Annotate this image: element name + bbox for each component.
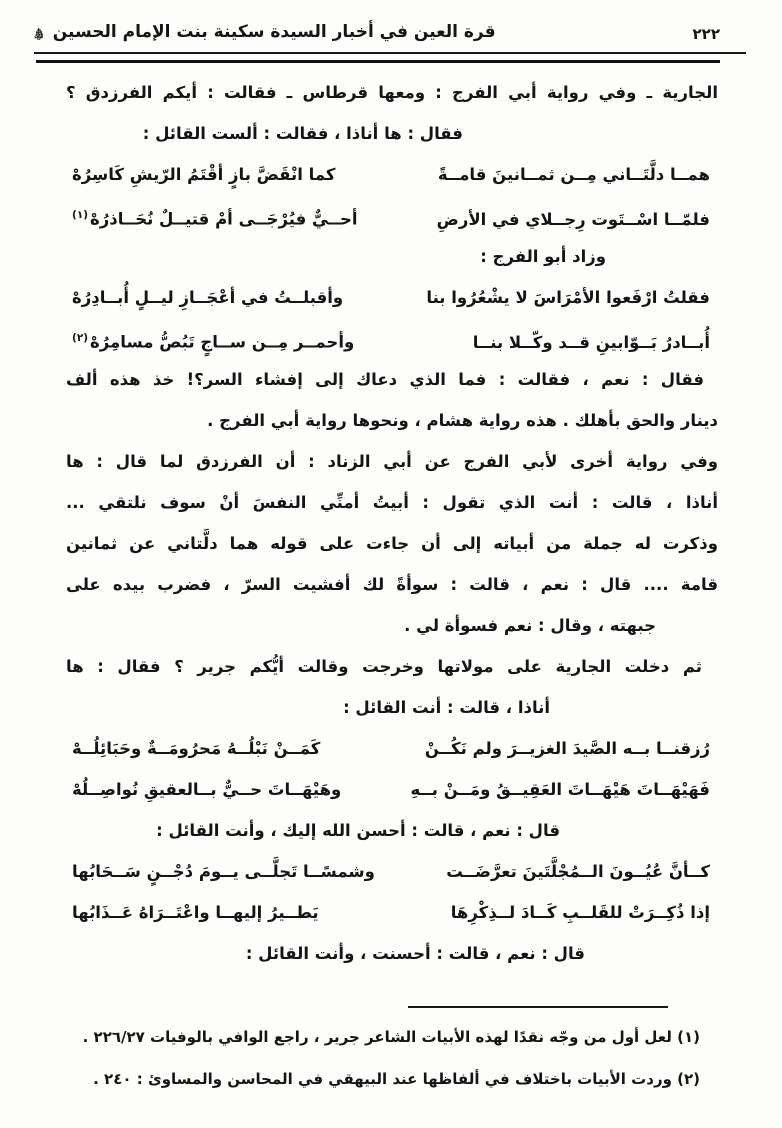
- prose-line: وذكرت له جملة من أبياته إلى أن جاءت على قوله هما دلَّتاني عن ثمانين: [66, 534, 718, 553]
- prose-line: الجارية ـ وفي رواية أبي الفرج : ومعها قرطاس ـ فقالت : أيكم الفرزدق ؟: [66, 83, 718, 102]
- hemistich-left-text: أحــيٌّ فيُرْجَــى أمْ قتيــلٌ نُحَــاذرُهْ: [90, 209, 358, 229]
- honorific-symbol: ﵋: [34, 26, 44, 40]
- prose-line: قال : نعم ، قالت : أحسنت ، وأنت القائل :: [245, 944, 585, 963]
- hemistich-right: فلمّــا اسْــتَوت رِجــلاي في الأرضِ: [436, 209, 710, 229]
- hemistich-left-text: وأحمــر مِــن ســاجٍ تَبُصُّ مسامِرُهْ: [90, 332, 355, 352]
- hemistich-left: كما انْقَضَّ بازٍ أقْتَمُ الرّيشِ كَاسِرُهْ: [72, 165, 336, 184]
- hemistich-right: إذا ذُكِــرَتْ للقَلــبِ كَــادَ لــذِكْرِهَا: [450, 903, 710, 922]
- footnote-marker: (٢): [72, 332, 89, 344]
- poem-verse: [66, 154, 718, 195]
- hemistich-left: كَمَــنْ نَبْلُــهُ مَحرُومَــةٌ وحَبَائِلُــهْ: [72, 739, 321, 758]
- prose-line: أناذا ، قالت : أنت القائل :: [343, 698, 550, 717]
- footnote-line: (٢) وردت الأبيات باختلاف في ألفاظها عند البيهقي في المحاسن والمساوئ : ٢٤٠ .: [93, 1070, 700, 1088]
- footnote-separator-rule: [408, 1006, 668, 1008]
- prose-line: أناذا ، قالت : أنت الذي تقول : أبيتُ أمنِّي النفسَ أنْ سوف نلتقي ...: [66, 493, 718, 512]
- prose-line: قامة .... قال : نعم ، قالت : سوأةً لك أفشيت السرّ ، فضرب بيده على: [66, 575, 718, 594]
- poem-verse: [66, 195, 718, 236]
- hemistich-left: وهَيْهَــاتَ حــيٌّ بــالعقيقِ نُواصِــلُهْ: [72, 780, 342, 799]
- page-number: ٢٢٢: [692, 25, 720, 43]
- hemistich-right: همــا دلَّتَــاني مِــن ثمــانينَ قامــةً: [437, 165, 710, 184]
- prose-line: ثم دخلت الجارية على مولاتها وخرجت وقالت أيُّكم جرير ؟ فقال : ها: [66, 657, 702, 676]
- hemistich-left: يَطــيرُ إليهــا واعْتَــرَاهُ عَــذَابُها: [72, 903, 319, 922]
- prose-line: قال : نعم ، قالت : أحسن الله إليك ، وأنت القائل :: [156, 821, 560, 840]
- prose-line: وزاد أبو الفرج :: [480, 247, 606, 266]
- poem-verse: [66, 892, 718, 933]
- hemistich-left: [72, 195, 358, 240]
- prose-line: فقال : ها أناذا ، فقالت : ألست القائل :: [142, 124, 463, 143]
- page-header: [34, 22, 748, 43]
- page-body: [66, 72, 718, 974]
- prose-line: جبهته ، وقال : نعم فسوأة لي .: [404, 616, 656, 635]
- hemistich-right: أُبــادرُ بَــوّابينِ قــد وكّــلا بنــا: [472, 332, 710, 352]
- poem-verse: [66, 851, 718, 892]
- header-rule-thin: [34, 52, 746, 54]
- footnotes-block: [82, 1016, 700, 1100]
- prose-line: وفي رواية أخرى لأبي الفرج عن أبي الزناد : أن الفرزدق لما قال : ها: [66, 452, 718, 471]
- poem-verse: [66, 318, 718, 359]
- footnote-line: (١) لعل أول من وجّه نقدًا لهذه الأبيات الشاعر جرير ، راجع الوافي بالوفيات ٢٢٦/٢٧ .: [82, 1028, 700, 1046]
- running-title: [34, 22, 496, 43]
- hemistich-left: وشمسًــا تَجلَّــى يــومَ دُجْــنٍ سَــحَابُها: [72, 862, 375, 881]
- poem-verse: [66, 728, 718, 769]
- book-title: قرة العين في أخبار السيدة سكينة بنت الإمام الحسين: [52, 22, 496, 42]
- poem-verse: [66, 769, 718, 810]
- hemistich-left: [72, 318, 354, 363]
- hemistich-right: كــأنَّ عُيُــونَ الــمُجْلَّتَينَ تعرَّضَــت: [446, 862, 710, 881]
- prose-line: فقال : نعم ، فقالت : فما الذي دعاك إلى إفشاء السر؟! خذ هذه ألف: [66, 370, 704, 389]
- hemistich-right: فقلتُ ارْفَعوا الأمْرَاسَ لا يشْعُرُوا بنا: [426, 288, 710, 307]
- footnote-marker: (١): [72, 209, 89, 221]
- poem-verse: [66, 277, 718, 318]
- hemistich-right: فَهَيْهَــاتَ هَيْهَــاتَ العَقِيــقُ ومَــنْ بــهِ: [410, 780, 710, 799]
- hemistich-right: رُزقنــا بــه الصَّيدَ الغزيــرَ ولم نَكُــنْ: [424, 739, 710, 758]
- header-rule-thick: [36, 60, 720, 63]
- hemistich-left: وأقبلــتُ في أعْجَــازِ ليــلٍ أُبــادِرُهْ: [72, 288, 344, 307]
- prose-line: دينار والحق بأهلك . هذه رواية هشام ، ونحوها رواية أبي الفرج .: [207, 411, 718, 430]
